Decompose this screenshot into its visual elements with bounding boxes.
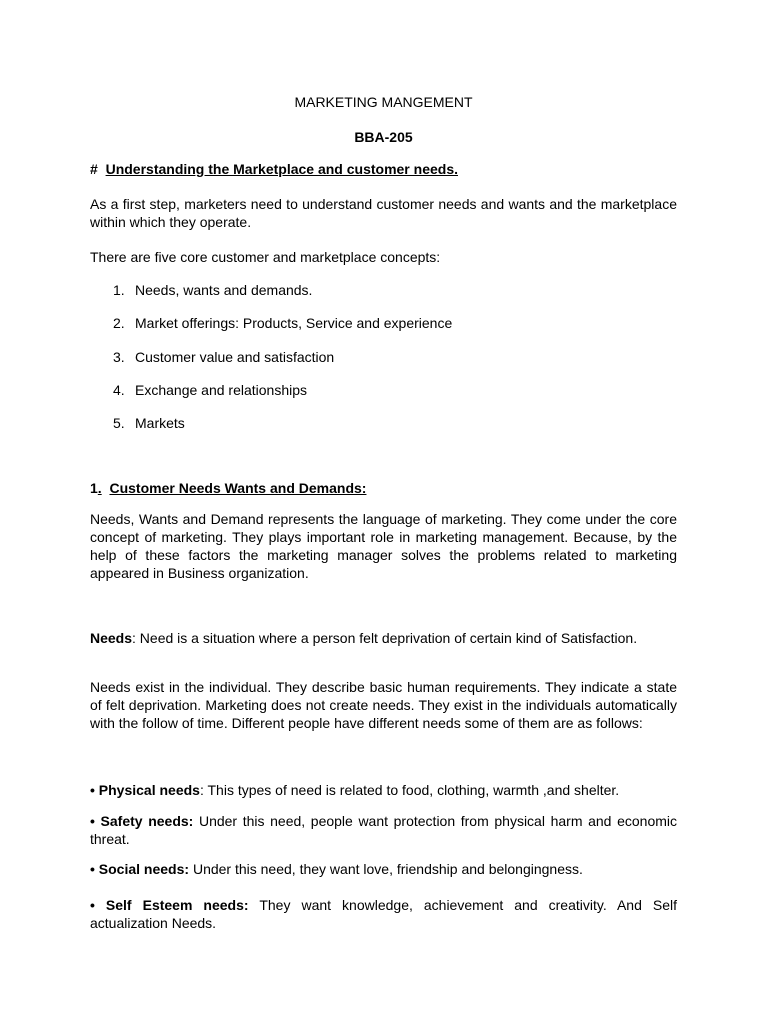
course-code: BBA-205 — [354, 129, 413, 145]
concepts-intro: There are five core customer and marketplace concepts: — [90, 249, 441, 265]
bullet: • — [90, 782, 95, 798]
nwd-paragraph: Needs, Wants and Demand represents the language of marketing. They come under the core concept of marketing. They plays important role in marketing management. Because, by the help of these factors the marketing manager solves the problems related to marketing appeared in Business organization. — [90, 511, 677, 581]
bullet: • — [90, 897, 95, 913]
need-type-text: Under this need, people want protection from physical harm and economic threat. — [90, 813, 678, 847]
need-type-term: Social needs: — [98, 861, 190, 877]
concept-list-item: 4. Exchange and relationships — [113, 382, 308, 398]
needs-definition — [90, 629, 677, 647]
need-type-text: Under this need, they want love, friendship and belongingness. — [189, 861, 583, 877]
concept-list-item: 3. Customer value and satisfaction — [113, 349, 335, 365]
need-type-text: They want knowledge, achievement and creativity. And Self actualization Needs. — [90, 897, 678, 931]
needs-term: Needs — [90, 630, 133, 646]
document-title: MARKETING MANGEMENT — [294, 94, 473, 110]
need-type-item — [90, 896, 677, 932]
need-type-term: Safety needs: — [100, 813, 194, 829]
subheading-dot: . — [97, 480, 102, 496]
bullet: • — [90, 861, 95, 877]
intro-paragraph: As a first step, marketers need to understand customer needs and wants and the marketplace within which they operate. — [90, 196, 677, 230]
needs-paragraph: Needs exist in the individual. They describe basic human requirements. They indicate a state of felt deprivation. Marketing does not create needs. They exist in the individuals automatically with the follow of time. Different people have different needs some of them are as follows: — [90, 679, 677, 731]
subheading-number: 1 — [90, 480, 98, 496]
need-type-term: Physical needs — [98, 782, 200, 798]
need-type-item — [90, 860, 677, 878]
subheading-text: Customer Needs Wants and Demands: — [109, 480, 367, 496]
concept-list-item: 1. Needs, wants and demands. — [113, 282, 313, 298]
subheading — [90, 479, 677, 497]
concept-list-item: 2. Market offerings: Products, Service and experience — [113, 315, 453, 331]
need-type-item — [90, 781, 677, 799]
section-heading-hash: # — [90, 161, 98, 177]
needs-definition-text: : Need is a situation where a person felt deprivation of certain kind of Satisfaction. — [132, 630, 638, 646]
section-heading — [90, 160, 677, 178]
need-type-text: : This types of need is related to food, clothing, warmth ,and shelter. — [199, 782, 620, 798]
need-type-item — [90, 812, 677, 848]
section-heading-text: Understanding the Marketplace and customer needs. — [105, 161, 458, 177]
bullet: • — [90, 813, 95, 829]
need-type-term: Self Esteem needs: — [105, 897, 249, 913]
concept-list-item: 5. Markets — [113, 415, 185, 431]
